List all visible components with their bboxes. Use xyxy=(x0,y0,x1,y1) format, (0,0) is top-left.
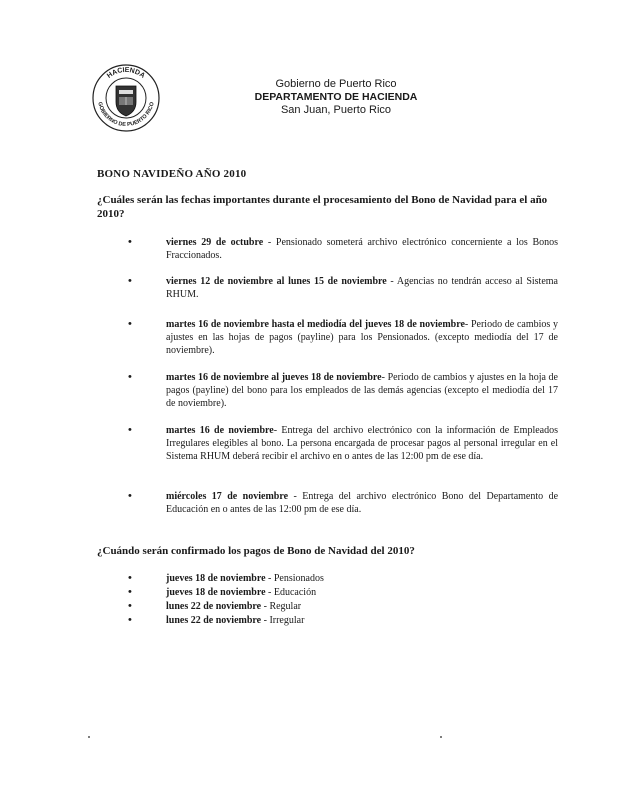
list-item xyxy=(166,371,558,410)
item-text: - Irregular xyxy=(261,615,305,626)
item-text: - Pensionados xyxy=(265,573,324,584)
government-seal-icon xyxy=(90,62,162,134)
bullet-icon: • xyxy=(128,572,132,584)
scan-speck xyxy=(440,736,442,738)
item-date: jueves 18 de noviembre xyxy=(166,573,266,584)
bullet-icon: • xyxy=(128,490,132,502)
document-title: BONO NAVIDEÑO AÑO 2010 xyxy=(97,168,247,180)
header-location: San Juan, Puerto Rico xyxy=(280,104,392,116)
header-department: DEPARTAMENTO DE HACIENDA xyxy=(254,91,418,103)
bullet-icon: • xyxy=(128,318,132,330)
item-date: martes 16 de noviembre hasta el mediodía del jueves 18 de noviembre xyxy=(166,319,465,330)
item-text: - Educación xyxy=(265,587,317,598)
item-date: martes 16 de noviembre al jueves 18 de noviembre xyxy=(166,372,382,383)
item-text: - Periodo de cambios y ajustes en la hoja de pagos (payline) del bono para los empleados de las demás agencias (excepto el mediodía del 17 de noviembre). xyxy=(166,372,558,409)
list-item xyxy=(166,275,558,301)
list-item xyxy=(166,490,558,516)
bullet-icon: • xyxy=(128,236,132,248)
item-text: - Pensionado someterá archivo electrónico concerniente a los Bonos Fraccionados. xyxy=(166,237,559,261)
item-date: viernes 12 de noviembre al lunes 15 de noviembre xyxy=(166,276,387,287)
list-item xyxy=(166,600,301,613)
bullet-icon: • xyxy=(128,600,132,612)
list-item xyxy=(166,318,558,357)
scan-speck xyxy=(88,736,90,738)
item-date: lunes 22 de noviembre xyxy=(166,615,262,626)
svg-text:HACIENDA: HACIENDA xyxy=(106,66,146,80)
item-date: viernes 29 de octubre xyxy=(166,237,264,248)
item-date: lunes 22 de noviembre xyxy=(166,601,262,612)
bullet-icon: • xyxy=(128,371,132,383)
item-text: - Agencias no tendrán acceso al Sistema RHUM. xyxy=(166,276,558,300)
item-text: - Entrega del archivo electrónico Bono del Departamento de Educación en o antes de las 12:00 pm de ese día. xyxy=(166,491,559,515)
list-item xyxy=(166,424,558,463)
section2-question: ¿Cuándo serán confirmado los pagos de Bono de Navidad del 2010? xyxy=(97,545,415,557)
bullet-icon: • xyxy=(128,586,132,598)
list-item xyxy=(166,572,324,585)
svg-text:GOBIERNO DE PUERTO RICO: GOBIERNO DE PUERTO RICO xyxy=(96,101,156,129)
item-date: martes 16 de noviembre xyxy=(166,425,274,436)
header-government: Gobierno de Puerto Rico xyxy=(275,78,397,90)
item-text: - Periodo de cambios y ajustes en las hojas de pagos (payline) para los Pensionados. (excepto mediodía del 17 de noviembre). xyxy=(166,319,558,356)
bullet-icon: • xyxy=(128,275,132,287)
bullet-icon: • xyxy=(128,424,132,436)
item-text: - Entrega del archivo electrónico con la información de Empleados Irregulares elegibles al bono. La persona encargada de procesar pagos al personal irregular en el Sistema RHUM deberá recibir el archivo en o antes de las 12:00 pm de ese día. xyxy=(166,425,558,462)
letterhead xyxy=(236,78,436,117)
list-item xyxy=(166,586,316,599)
section1-question: ¿Cuáles serán las fechas importantes durante el procesamiento del Bono de Navidad para el año 2010? xyxy=(97,194,548,220)
item-date: miércoles 17 de noviembre xyxy=(166,491,289,502)
list-item xyxy=(166,614,304,627)
item-text: - Regular xyxy=(261,601,302,612)
bullet-icon: • xyxy=(128,614,132,626)
item-date: jueves 18 de noviembre xyxy=(166,587,266,598)
list-item xyxy=(166,236,558,262)
